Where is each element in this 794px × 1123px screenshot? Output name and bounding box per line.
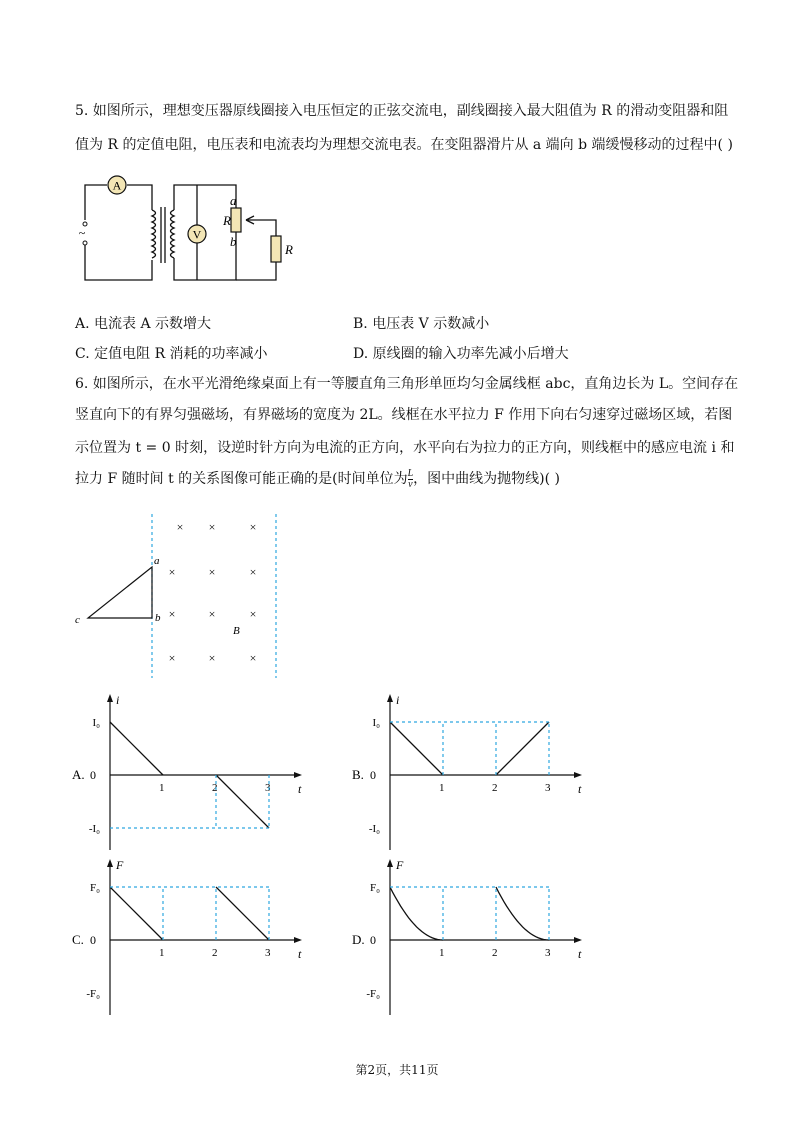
y-bottom-label: -F₀ (86, 988, 100, 1000)
x-tick-label: 1 (159, 782, 165, 794)
x-tick-label: 2 (492, 782, 498, 794)
x-axis-arrow (294, 937, 302, 943)
q5-option-d: D. 原线圈的输入功率先减小后增大 (353, 346, 569, 362)
x-tick-label: 1 (439, 782, 445, 794)
force-curve (390, 887, 443, 940)
page-footer: 第2页，共11页 (355, 1063, 439, 1077)
force-segment (110, 887, 163, 940)
current-segment (216, 775, 269, 828)
q5-line-1: 5. 如图所示，理想变压器原线圈接入电压恒定的正弦交流电，副线圈接入最大阻值为 R 的滑动变阻器和阻 (75, 103, 729, 119)
y-axis-arrow (107, 859, 113, 867)
y-bottom-label: -F₀ (366, 988, 380, 1000)
current-segment (390, 722, 443, 775)
current-segment (110, 722, 163, 775)
force-segment (216, 887, 269, 940)
q6-line-2: 竖直向下的有界匀强磁场，有界磁场的宽度为 2L。线框在水平拉力 F 作用下向右匀速穿过磁场区域，若图 (75, 407, 733, 423)
x-axis-arrow (294, 772, 302, 778)
y-top-label: I₀ (92, 717, 100, 729)
ac-source-symbol: ~ (78, 226, 86, 240)
x-tick-label: 2 (212, 782, 218, 794)
rheostat-icon (231, 208, 241, 232)
y-axis-variable: i (116, 693, 120, 707)
q6-field-figure (70, 510, 290, 680)
y-axis-variable: F (116, 858, 124, 872)
q6-line-3: 示位置为 t = 0 时刻，设逆时针方向为电流的正方向，水平向右为拉力的正方向，则线框中的感应电流 i 和 (75, 440, 735, 456)
magnetic-field-cross: × (208, 565, 216, 579)
vertex-a-label: a (154, 555, 160, 567)
y-axis-arrow (107, 694, 113, 702)
y-axis-variable: F (396, 858, 404, 872)
origin-label: 0 (90, 933, 96, 947)
x-tick-label: 3 (265, 782, 271, 794)
q5-option-c: C. 定值电阻 R 消耗的功率减小 (75, 346, 268, 362)
magnetic-field-cross: × (249, 520, 257, 534)
q5-line-2: 值为 R 的定值电阻，电压表和电流表均为理想交流电表。在变阻器滑片从 a 端向 b 端缓慢移动的过程中( ) (75, 137, 733, 153)
x-axis-variable: t (578, 947, 582, 961)
y-bottom-label: -I₀ (368, 823, 380, 835)
x-axis-arrow (574, 937, 582, 943)
x-axis-arrow (574, 772, 582, 778)
x-tick-label: 2 (492, 947, 498, 959)
x-axis-variable: t (298, 947, 302, 961)
q6-line-4-after: ，图中曲线为抛物线)( ) (413, 471, 561, 487)
graph-option-label: B. (352, 767, 364, 782)
graph-d (350, 855, 600, 1020)
end-b-label: b (230, 234, 237, 249)
magnetic-field-cross: × (168, 607, 176, 621)
magnetic-field-cross: × (249, 565, 257, 579)
y-axis-variable: i (396, 693, 400, 707)
q6-line-4 (75, 468, 560, 490)
y-bottom-label: -I₀ (88, 823, 100, 835)
end-a-label: a (230, 193, 237, 208)
fixed-resistor-label: R (285, 242, 293, 257)
field-b-label: B (233, 625, 240, 637)
origin-label: 0 (90, 768, 96, 782)
fraction-numerator: L (407, 467, 414, 479)
magnetic-field-cross: × (176, 520, 184, 534)
origin-label: 0 (370, 768, 376, 782)
magnetic-field-cross: × (168, 651, 176, 665)
magnetic-field-cross: × (168, 565, 176, 579)
graph-c (70, 855, 320, 1020)
ammeter-label: A (112, 178, 122, 193)
q5-option-b: B. 电压表 V 示数减小 (353, 316, 490, 332)
ac-terminal-icon (83, 241, 87, 245)
x-tick-label: 1 (439, 947, 445, 959)
x-axis-variable: t (298, 782, 302, 796)
x-tick-label: 2 (212, 947, 218, 959)
rheostat-label: R (223, 213, 231, 228)
vertex-b-label: b (155, 612, 161, 624)
force-curve (496, 887, 549, 940)
fixed-resistor-icon (271, 236, 281, 262)
fraction-denominator: v (408, 478, 413, 490)
graph-option-label: A. (72, 767, 85, 782)
x-tick-label: 1 (159, 947, 165, 959)
magnetic-field-cross: × (208, 520, 216, 534)
x-tick-label: 3 (265, 947, 271, 959)
voltmeter-label: V (192, 227, 202, 242)
q6-line-4-before: 拉力 F 随时间 t 的关系图像可能正确的是(时间单位为 (75, 471, 408, 487)
x-tick-label: 3 (545, 947, 551, 959)
graph-option-label: C. (72, 932, 84, 947)
y-top-label: I₀ (372, 717, 380, 729)
current-segment (496, 722, 549, 775)
graph-option-label: D. (352, 932, 365, 947)
y-top-label: F₀ (90, 882, 100, 894)
magnetic-field-cross: × (249, 651, 257, 665)
origin-label: 0 (370, 933, 376, 947)
magnetic-field-cross: × (249, 607, 257, 621)
y-axis-arrow (387, 859, 393, 867)
q5-circuit-diagram (70, 170, 310, 285)
q5-option-a: A. 电流表 A 示数增大 (75, 316, 212, 332)
q6-line-1: 6. 如图所示，在水平光滑绝缘桌面上有一等腰直角三角形单匝均匀金属线框 abc，直角边长为 L。空间存在 (75, 376, 739, 392)
y-axis-arrow (387, 694, 393, 702)
magnetic-field-cross: × (208, 607, 216, 621)
graph-a (70, 690, 320, 855)
vertex-c-label: c (75, 614, 80, 626)
magnetic-field-cross: × (208, 651, 216, 665)
x-tick-label: 3 (545, 782, 551, 794)
x-axis-variable: t (578, 782, 582, 796)
triangle-frame (88, 567, 152, 618)
y-top-label: F₀ (370, 882, 380, 894)
graph-b (350, 690, 600, 855)
